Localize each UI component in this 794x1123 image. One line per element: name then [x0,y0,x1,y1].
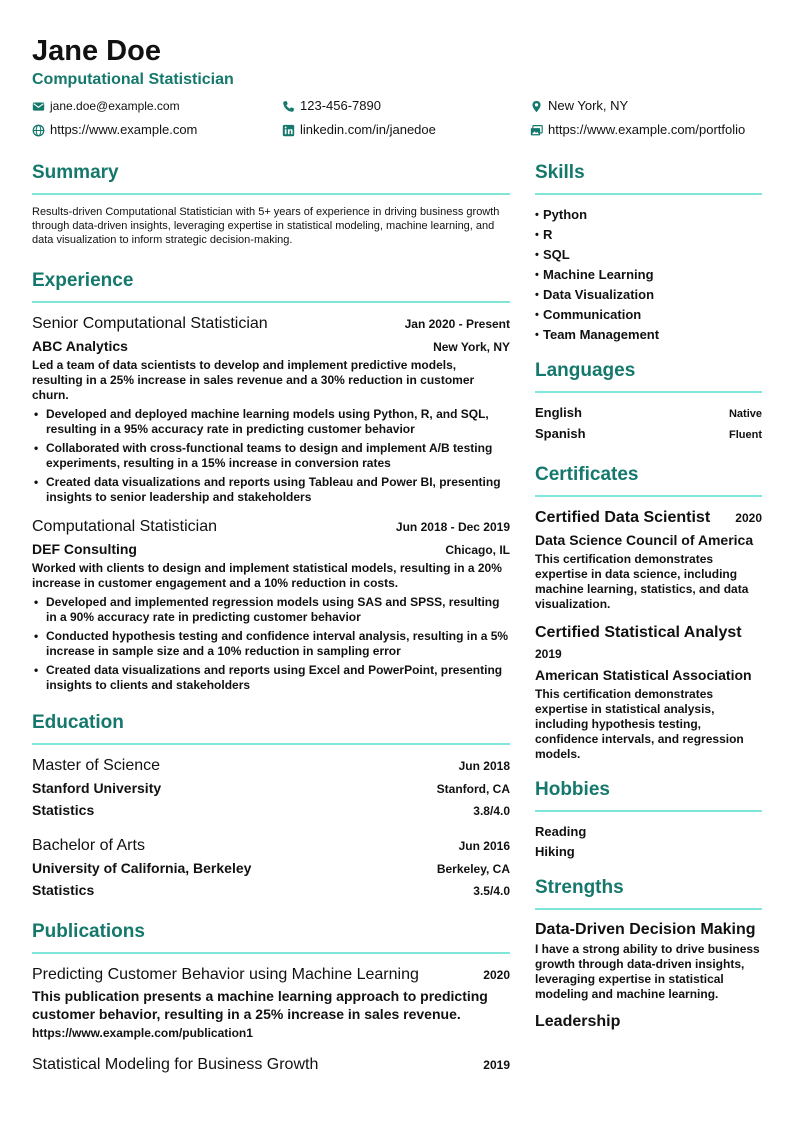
publications-heading: Publications [32,920,510,954]
language-name: Spanish [535,426,586,441]
strength-title: Data-Driven Decision Making [535,921,756,938]
hobby-item: Hiking [535,844,575,859]
linkedin-icon [282,124,295,137]
portfolio-text: https://www.example.com/portfolio [548,122,746,137]
job-bullet: • Created data visualizations and reports using Excel and PowerPoint, presenting insights to clients and stakeholders [32,663,510,693]
publication-year: 2019 [483,1058,510,1072]
job-bullet: • Conducted hypothesis testing and confidence interval analysis, resulting in a 5% increase in sample size and a 10% reduction in sampling error [32,629,510,659]
strengths-section [535,876,762,1032]
hobbies-section [535,778,762,862]
publications-section [32,920,510,1076]
certificate-title: Certified Statistical Analyst [535,624,742,641]
job-bullet: • Developed and implemented regression models using SAS and SPSS, resulting in a 90% accuracy rate in predicting customer behavior [32,595,510,625]
degree-date: Jun 2018 [458,759,510,773]
publication-link[interactable]: https://www.example.com/publication1 [32,1026,253,1040]
right-column [535,161,762,1032]
company-name: ABC Analytics [32,338,128,354]
gpa: 3.8/4.0 [473,804,510,818]
job-location: New York, NY [433,340,510,354]
contact-phone[interactable] [282,98,381,114]
certificate-description: This certification demonstrates expertise in statistical analysis, including hypothesis testing, confidence intervals, and regression models. [535,687,744,761]
contact-website[interactable] [32,122,197,138]
email-text: jane.doe@example.com [50,99,180,113]
strength-entry [535,920,762,1002]
publication-description: This publication presents a machine learning approach to predicting customer behavior, resulting in a 25% increase in sales revenue. [32,988,488,1022]
contact-email[interactable] [32,98,180,114]
experience-section [32,269,510,693]
job-bullet: • Created data visualizations and reports using Tableau and Power BI, presenting insights to senior leadership and stakeholders [32,475,510,505]
language-level: Native [728,408,762,420]
certificate-title: Certified Data Scientist [535,509,711,526]
certificates-heading: Certificates [535,463,762,497]
job-location: Chicago, IL [445,543,510,557]
summary-text: Results-driven Computational Statistician with 5+ years of experience in driving business growth through data-driven insights, leveraging expertise in statistical modeling, machine learning, and data visualization to inform strategic decision-making. [32,206,500,246]
candidate-title: Computational Statistician [32,71,234,88]
skill-item: • SQL [535,245,762,265]
skill-item: • Team Management [535,325,762,345]
strengths-heading: Strengths [535,876,762,910]
certificates-section [535,463,762,762]
phone-text: 123-456-7890 [300,98,381,113]
phone-icon [282,100,295,113]
job-bullet: • Collaborated with cross-functional teams to design and implement A/B testing experiments, resulting in a 15% increase in conversion rates [32,441,510,471]
school-name: University of California, Berkeley [32,860,252,876]
experience-heading: Experience [32,269,510,303]
strength-entry [535,1012,762,1032]
email-icon [32,100,45,113]
language-row [535,424,762,445]
skill-item: • Data Visualization [535,285,762,305]
field-of-study: Statistics [32,882,95,898]
skill-item: • Communication [535,305,762,325]
job-title: Computational Statistician [32,518,217,535]
left-column [32,161,510,1076]
job-bullets [32,595,510,693]
globe-icon [32,124,45,137]
education-entry [32,755,510,821]
education-heading: Education [32,711,510,745]
location-text: New York, NY [548,98,629,113]
contact-linkedin[interactable] [282,122,436,138]
hobbies-heading: Hobbies [535,778,762,812]
languages-section [535,359,762,445]
publication-entry [32,964,510,1042]
school-location: Stanford, CA [436,782,510,796]
experience-entry [32,313,510,505]
certificate-year: 2020 [735,511,762,525]
languages-heading: Languages [535,359,762,393]
summary-heading: Summary [32,161,510,195]
contact-bar [32,98,772,146]
skills-list [535,205,762,345]
strength-description: I have a strong ability to drive business growth through data-driven insights, leveraging expertise in statistical modeling and machine learning. [535,942,760,1001]
skills-heading: Skills [535,161,762,195]
portfolio-images-icon [530,124,543,137]
skill-item: • R [535,225,762,245]
language-name: English [535,405,582,420]
job-date: Jun 2018 - Dec 2019 [395,520,510,534]
strength-title: Leadership [535,1013,621,1030]
company-name: DEF Consulting [32,541,137,557]
job-bullet: • Developed and deployed machine learning models using Python, R, and SQL, resulting in a 95% accuracy rate in predicting customer behavior [32,407,510,437]
job-description: Led a team of data scientists to develop and implement predictive models, resulting in a 25% increase in sales revenue and a 30% reduction in customer churn. [32,358,475,402]
summary-section [32,161,510,247]
certificate-issuer: Data Science Council of America [535,532,754,548]
job-title: Senior Computational Statistician [32,315,268,332]
certificate-year: 2019 [535,647,562,661]
candidate-name: Jane Doe [32,35,161,67]
location-pin-icon [530,100,543,113]
field-of-study: Statistics [32,802,95,818]
education-entry [32,835,510,901]
certificate-entry [535,622,762,762]
publication-title: Statistical Modeling for Business Growth [32,1056,319,1073]
skill-item: • Machine Learning [535,265,762,285]
experience-entry [32,516,510,693]
job-description: Worked with clients to design and implement statistical models, resulting in a 20% increase in customer engagement and a 10% reduction in costs. [32,561,502,590]
publication-year: 2020 [483,968,510,982]
language-level: Fluent [729,429,762,441]
skill-item: • Python [535,205,762,225]
skills-section [535,161,762,345]
publication-title: Predicting Customer Behavior using Machine Learning [32,966,419,983]
degree-name: Master of Science [32,757,161,774]
hobby-item: Reading [535,824,587,839]
linkedin-text: linkedin.com/in/janedoe [300,122,436,137]
education-section [32,711,510,901]
certificate-description: This certification demonstrates expertise in data science, including machine learning, statistics, and data visualization. [535,552,749,611]
job-bullets [32,407,510,505]
language-row [535,403,762,424]
website-text: https://www.example.com [50,122,198,137]
publication-entry [32,1054,510,1076]
certificate-issuer: American Statistical Association [535,667,752,683]
contact-location [530,98,628,114]
degree-name: Bachelor of Arts [32,837,145,854]
certificate-entry [535,507,762,612]
gpa: 3.5/4.0 [473,884,510,898]
school-name: Stanford University [32,780,162,796]
degree-date: Jun 2016 [458,839,510,853]
contact-portfolio[interactable] [530,122,745,138]
job-date: Jan 2020 - Present [404,317,510,331]
school-location: Berkeley, CA [436,862,510,876]
resume-header [32,33,772,90]
